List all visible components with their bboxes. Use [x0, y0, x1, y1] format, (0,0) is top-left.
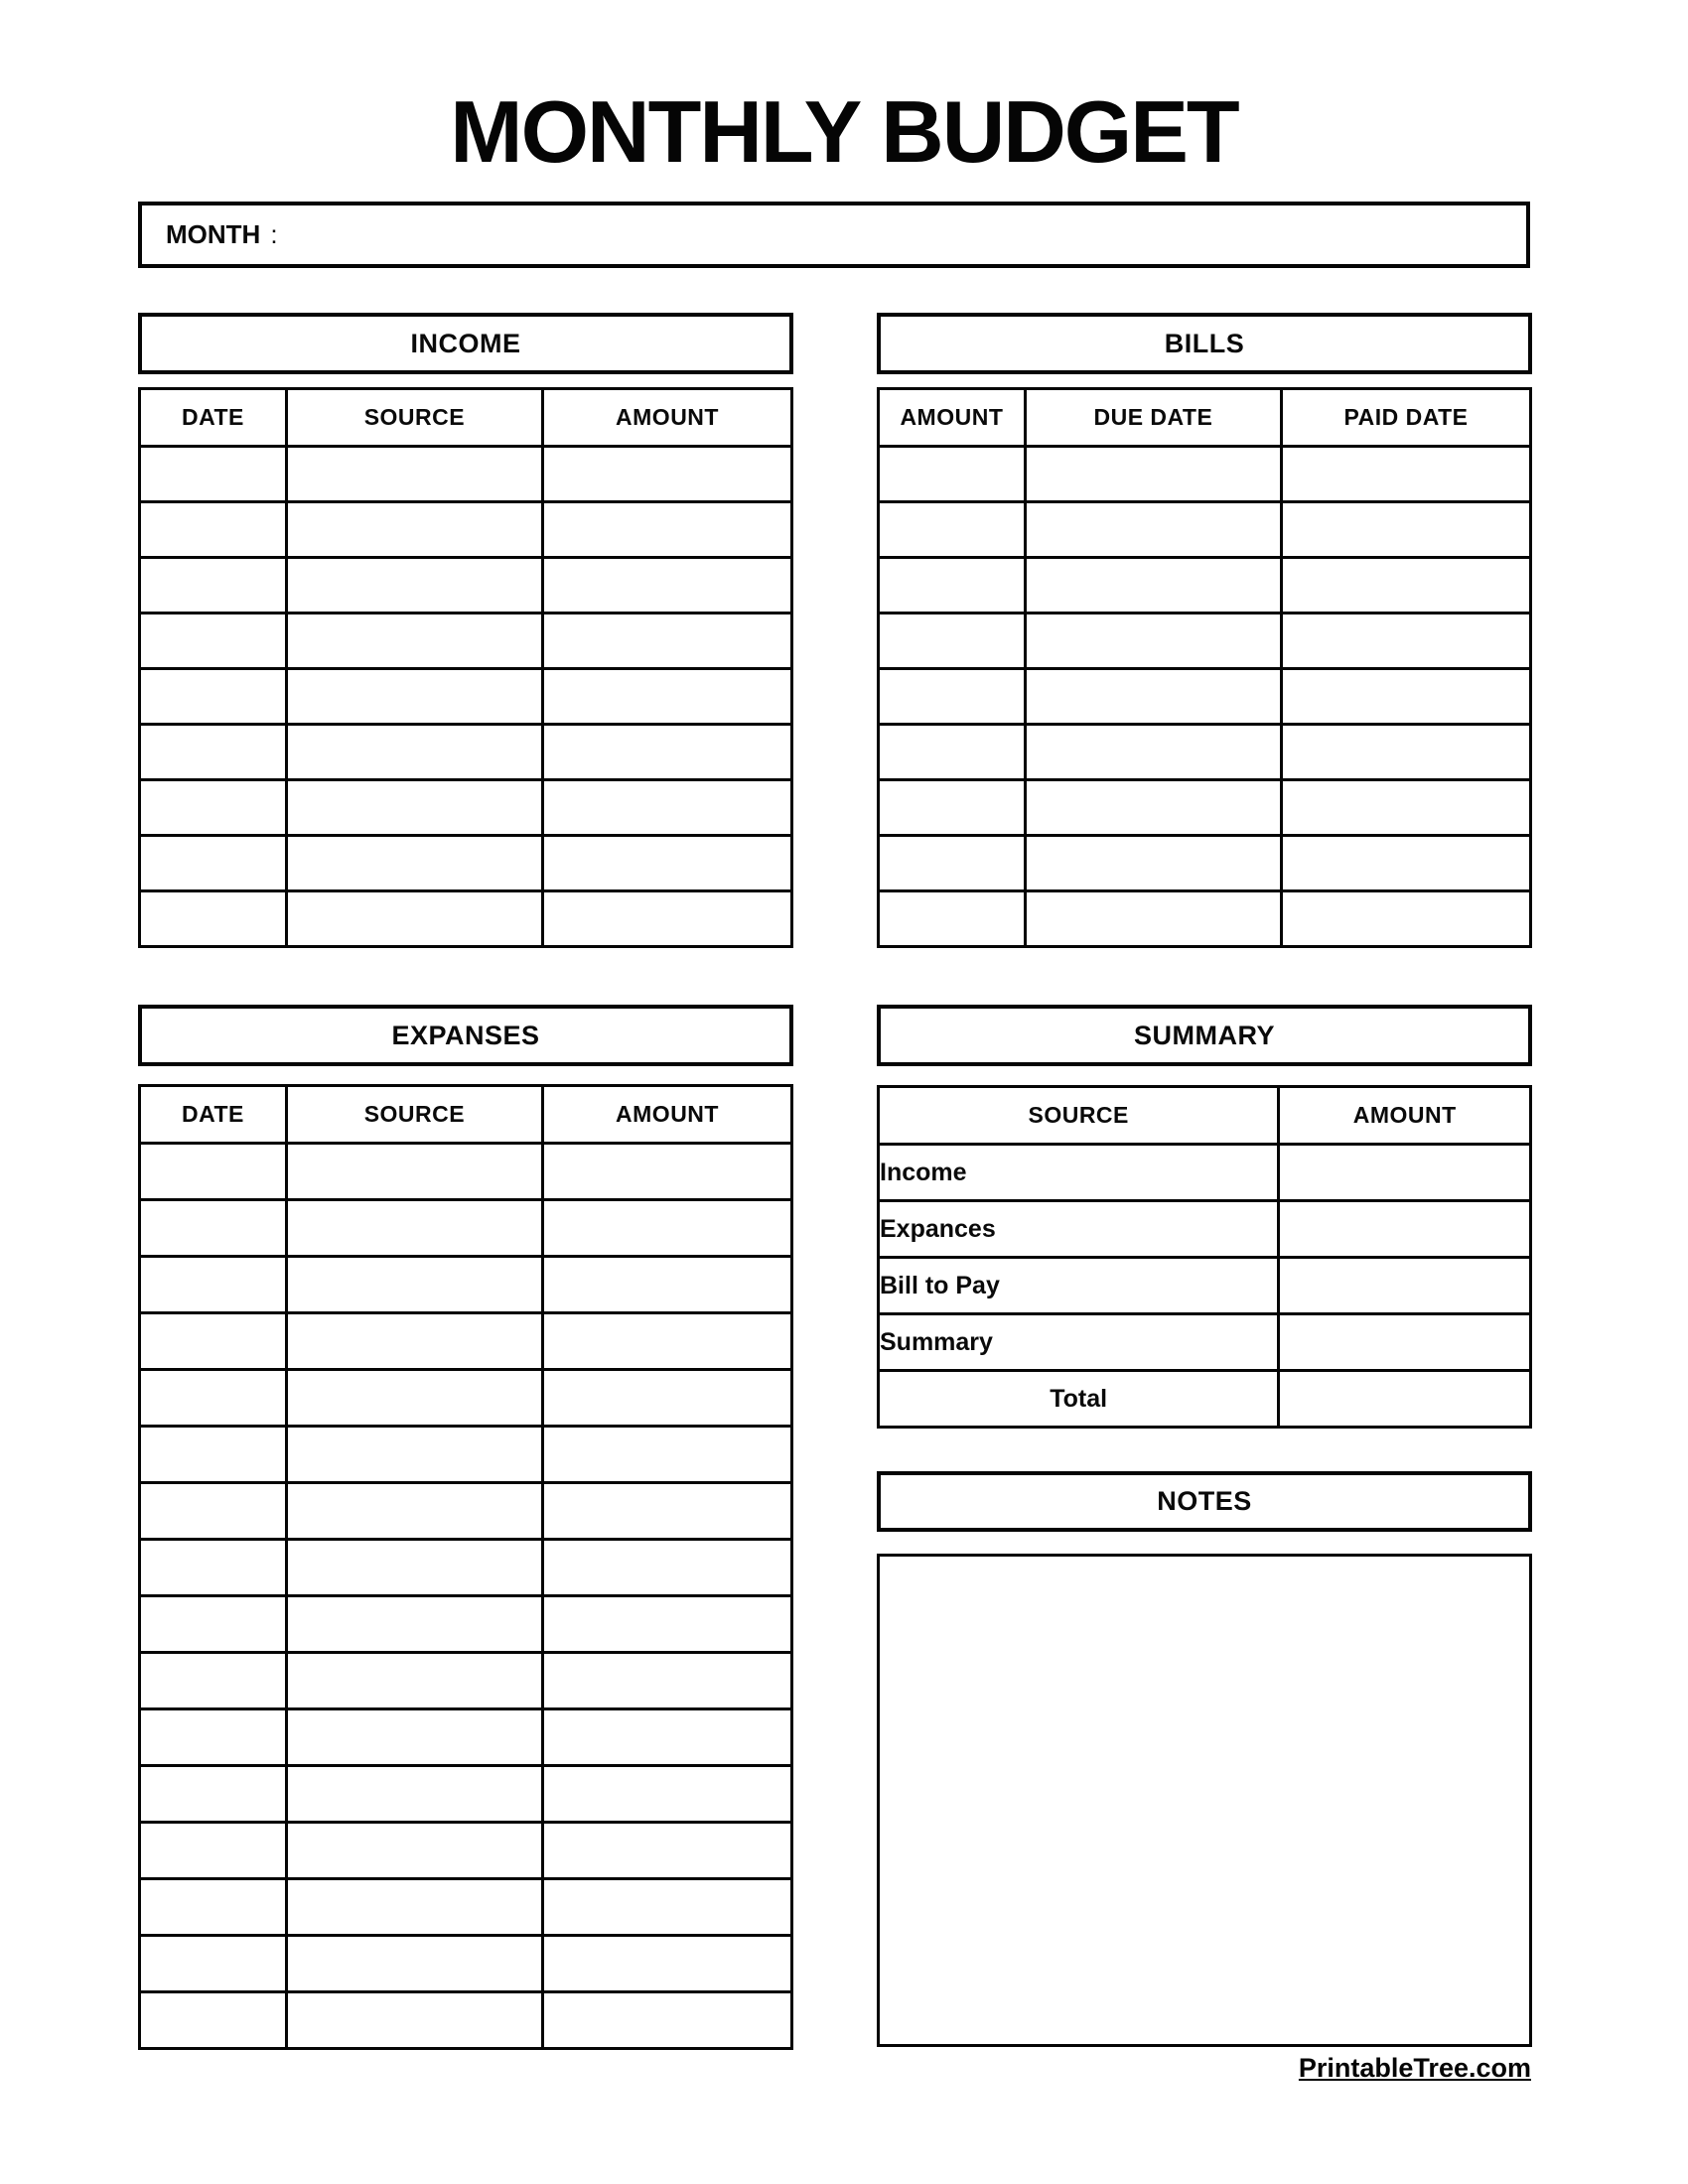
empty-cell[interactable]: [543, 669, 792, 725]
table-row: [879, 558, 1531, 614]
table-row: [140, 1823, 792, 1879]
empty-cell[interactable]: [1025, 836, 1281, 891]
empty-cell[interactable]: [1282, 447, 1531, 502]
empty-cell[interactable]: [543, 614, 792, 669]
empty-cell[interactable]: [286, 1766, 542, 1823]
empty-cell[interactable]: [543, 1879, 792, 1936]
empty-cell[interactable]: [1025, 669, 1281, 725]
empty-cell[interactable]: [879, 447, 1026, 502]
empty-cell[interactable]: [543, 558, 792, 614]
empty-cell[interactable]: [543, 1709, 792, 1766]
empty-cell[interactable]: [543, 1596, 792, 1653]
empty-cell[interactable]: [1282, 725, 1531, 780]
column-header: SOURCE: [286, 1086, 542, 1144]
empty-cell[interactable]: [286, 836, 542, 891]
empty-cell[interactable]: [1025, 502, 1281, 558]
empty-cell[interactable]: [1025, 780, 1281, 836]
empty-cell[interactable]: [140, 1483, 287, 1540]
summary-amount-cell[interactable]: [1279, 1258, 1531, 1314]
empty-cell[interactable]: [543, 1936, 792, 1992]
empty-cell[interactable]: [1025, 614, 1281, 669]
empty-cell[interactable]: [1282, 836, 1531, 891]
empty-cell[interactable]: [140, 558, 287, 614]
empty-cell[interactable]: [286, 1200, 542, 1257]
empty-cell[interactable]: [879, 669, 1026, 725]
empty-cell[interactable]: [543, 1200, 792, 1257]
expanses-section-title: EXPANSES: [138, 1005, 793, 1066]
empty-cell[interactable]: [286, 447, 542, 502]
table-row: [140, 614, 792, 669]
brand-link[interactable]: PrintableTree.com: [1298, 2053, 1531, 2083]
summary-row-label: Expances: [879, 1201, 1279, 1258]
empty-cell[interactable]: [140, 1936, 287, 1992]
month-label: MONTH: [166, 219, 261, 249]
empty-cell[interactable]: [879, 558, 1026, 614]
table-row: [140, 669, 792, 725]
summary-row: [879, 1258, 1531, 1314]
empty-cell[interactable]: [543, 1427, 792, 1483]
table-row: [879, 502, 1531, 558]
bills-table: [877, 387, 1532, 948]
empty-cell[interactable]: [140, 1823, 287, 1879]
column-header: SOURCE: [879, 1087, 1279, 1145]
table-row: [140, 1709, 792, 1766]
table-row: [140, 1596, 792, 1653]
empty-cell[interactable]: [1282, 669, 1531, 725]
empty-cell[interactable]: [286, 558, 542, 614]
header-row: [879, 389, 1531, 447]
table-row: [879, 669, 1531, 725]
table-row: [140, 1653, 792, 1709]
table-row: [140, 780, 792, 836]
month-field-box: [138, 202, 1530, 268]
empty-cell[interactable]: [140, 447, 287, 502]
summary-row-label: Bill to Pay: [879, 1258, 1279, 1314]
table-row: [140, 1936, 792, 1992]
empty-cell[interactable]: [1025, 447, 1281, 502]
empty-cell[interactable]: [543, 1653, 792, 1709]
empty-cell[interactable]: [543, 502, 792, 558]
empty-cell[interactable]: [286, 1483, 542, 1540]
summary-section-title: SUMMARY: [877, 1005, 1532, 1066]
empty-cell[interactable]: [543, 447, 792, 502]
empty-cell[interactable]: [140, 725, 287, 780]
empty-cell[interactable]: [543, 1370, 792, 1427]
bills-section-title: BILLS: [877, 313, 1532, 374]
empty-cell[interactable]: [543, 836, 792, 891]
empty-cell[interactable]: [543, 1144, 792, 1200]
empty-cell[interactable]: [140, 780, 287, 836]
empty-cell[interactable]: [140, 1144, 287, 1200]
empty-cell[interactable]: [286, 1709, 542, 1766]
empty-cell[interactable]: [286, 725, 542, 780]
table-row: [879, 891, 1531, 947]
empty-cell[interactable]: [286, 1427, 542, 1483]
table-row: [140, 1766, 792, 1823]
summary-row-label: Income: [879, 1145, 1279, 1201]
column-header: AMOUNT: [1279, 1087, 1531, 1145]
header-row: [140, 389, 792, 447]
empty-cell[interactable]: [140, 502, 287, 558]
income-section-title: INCOME: [138, 313, 793, 374]
table-row: [140, 1313, 792, 1370]
summary-row: [879, 1201, 1531, 1258]
column-header: AMOUNT: [879, 389, 1026, 447]
table-row: [140, 1879, 792, 1936]
empty-cell[interactable]: [286, 891, 542, 947]
empty-cell[interactable]: [1025, 558, 1281, 614]
table-row: [140, 1992, 792, 2049]
empty-cell[interactable]: [140, 1370, 287, 1427]
table-row: [879, 614, 1531, 669]
column-header: DATE: [140, 389, 287, 447]
empty-cell[interactable]: [140, 1879, 287, 1936]
empty-cell[interactable]: [1282, 558, 1531, 614]
empty-cell[interactable]: [543, 725, 792, 780]
empty-cell[interactable]: [286, 1879, 542, 1936]
table-row: [140, 725, 792, 780]
table-row: [140, 1540, 792, 1596]
table-row: [140, 1427, 792, 1483]
empty-cell[interactable]: [140, 1766, 287, 1823]
table-row: [879, 725, 1531, 780]
empty-cell[interactable]: [140, 836, 287, 891]
table-row: [140, 1200, 792, 1257]
empty-cell[interactable]: [286, 502, 542, 558]
empty-cell[interactable]: [140, 891, 287, 947]
empty-cell[interactable]: [1025, 725, 1281, 780]
empty-cell[interactable]: [140, 1596, 287, 1653]
notes-section-title: NOTES: [877, 1471, 1532, 1532]
empty-cell[interactable]: [286, 1823, 542, 1879]
empty-cell[interactable]: [286, 1370, 542, 1427]
empty-cell[interactable]: [140, 1313, 287, 1370]
empty-cell[interactable]: [286, 1992, 542, 2049]
empty-cell[interactable]: [286, 1144, 542, 1200]
table-row: [140, 447, 792, 502]
empty-cell[interactable]: [543, 1313, 792, 1370]
column-header: DUE DATE: [1025, 389, 1281, 447]
empty-cell[interactable]: [286, 780, 542, 836]
empty-cell[interactable]: [140, 1992, 287, 2049]
empty-cell[interactable]: [543, 1823, 792, 1879]
empty-cell[interactable]: [1025, 891, 1281, 947]
empty-cell[interactable]: [140, 1257, 287, 1313]
income-table: [138, 387, 793, 948]
table-row: [879, 836, 1531, 891]
empty-cell[interactable]: [879, 614, 1026, 669]
summary-total-label: Total: [879, 1371, 1279, 1428]
empty-cell[interactable]: [140, 1709, 287, 1766]
header-row: [140, 1086, 792, 1144]
summary-row: [879, 1314, 1531, 1371]
empty-cell[interactable]: [140, 614, 287, 669]
summary-amount-cell[interactable]: [1279, 1201, 1531, 1258]
summary-table: [877, 1085, 1532, 1429]
empty-cell[interactable]: [1282, 780, 1531, 836]
table-row: [140, 891, 792, 947]
empty-cell[interactable]: [286, 669, 542, 725]
empty-cell[interactable]: [286, 1596, 542, 1653]
empty-cell[interactable]: [286, 1257, 542, 1313]
empty-cell[interactable]: [140, 1653, 287, 1709]
empty-cell[interactable]: [286, 614, 542, 669]
empty-cell[interactable]: [879, 725, 1026, 780]
empty-cell[interactable]: [286, 1540, 542, 1596]
summary-total-row: [879, 1371, 1531, 1428]
empty-cell[interactable]: [879, 780, 1026, 836]
column-header: SOURCE: [286, 389, 542, 447]
table-row: [140, 836, 792, 891]
summary-amount-cell[interactable]: [1279, 1314, 1531, 1371]
empty-cell[interactable]: [543, 1992, 792, 2049]
empty-cell[interactable]: [879, 891, 1026, 947]
table-row: [140, 558, 792, 614]
empty-cell[interactable]: [140, 1540, 287, 1596]
table-row: [140, 1144, 792, 1200]
column-header: PAID DATE: [1282, 389, 1531, 447]
column-header: AMOUNT: [543, 1086, 792, 1144]
empty-cell[interactable]: [543, 891, 792, 947]
notes-blank-area[interactable]: [877, 1554, 1532, 2047]
month-colon: :: [270, 219, 278, 249]
summary-row-label: Summary: [879, 1314, 1279, 1371]
empty-cell[interactable]: [140, 669, 287, 725]
table-row: [140, 1257, 792, 1313]
expanses-table: [138, 1084, 793, 2050]
table-row: [140, 502, 792, 558]
empty-cell[interactable]: [879, 836, 1026, 891]
table-row: [879, 780, 1531, 836]
empty-cell[interactable]: [140, 1427, 287, 1483]
empty-cell[interactable]: [879, 502, 1026, 558]
month-value-blank[interactable]: [278, 205, 1526, 264]
empty-cell[interactable]: [286, 1936, 542, 1992]
table-row: [879, 447, 1531, 502]
summary-total-amount-cell[interactable]: [1279, 1371, 1531, 1428]
empty-cell[interactable]: [543, 1483, 792, 1540]
column-header: DATE: [140, 1086, 287, 1144]
column-header: AMOUNT: [543, 389, 792, 447]
empty-cell[interactable]: [543, 780, 792, 836]
empty-cell[interactable]: [1282, 502, 1531, 558]
page-title: MONTHLY BUDGET: [450, 82, 1238, 181]
empty-cell[interactable]: [286, 1653, 542, 1709]
summary-row: [879, 1145, 1531, 1201]
header-row: [879, 1087, 1531, 1145]
empty-cell[interactable]: [543, 1540, 792, 1596]
table-row: [140, 1370, 792, 1427]
empty-cell[interactable]: [543, 1257, 792, 1313]
empty-cell[interactable]: [140, 1200, 287, 1257]
empty-cell[interactable]: [1282, 891, 1531, 947]
empty-cell[interactable]: [1282, 614, 1531, 669]
table-row: [140, 1483, 792, 1540]
empty-cell[interactable]: [286, 1313, 542, 1370]
empty-cell[interactable]: [543, 1766, 792, 1823]
summary-amount-cell[interactable]: [1279, 1145, 1531, 1201]
